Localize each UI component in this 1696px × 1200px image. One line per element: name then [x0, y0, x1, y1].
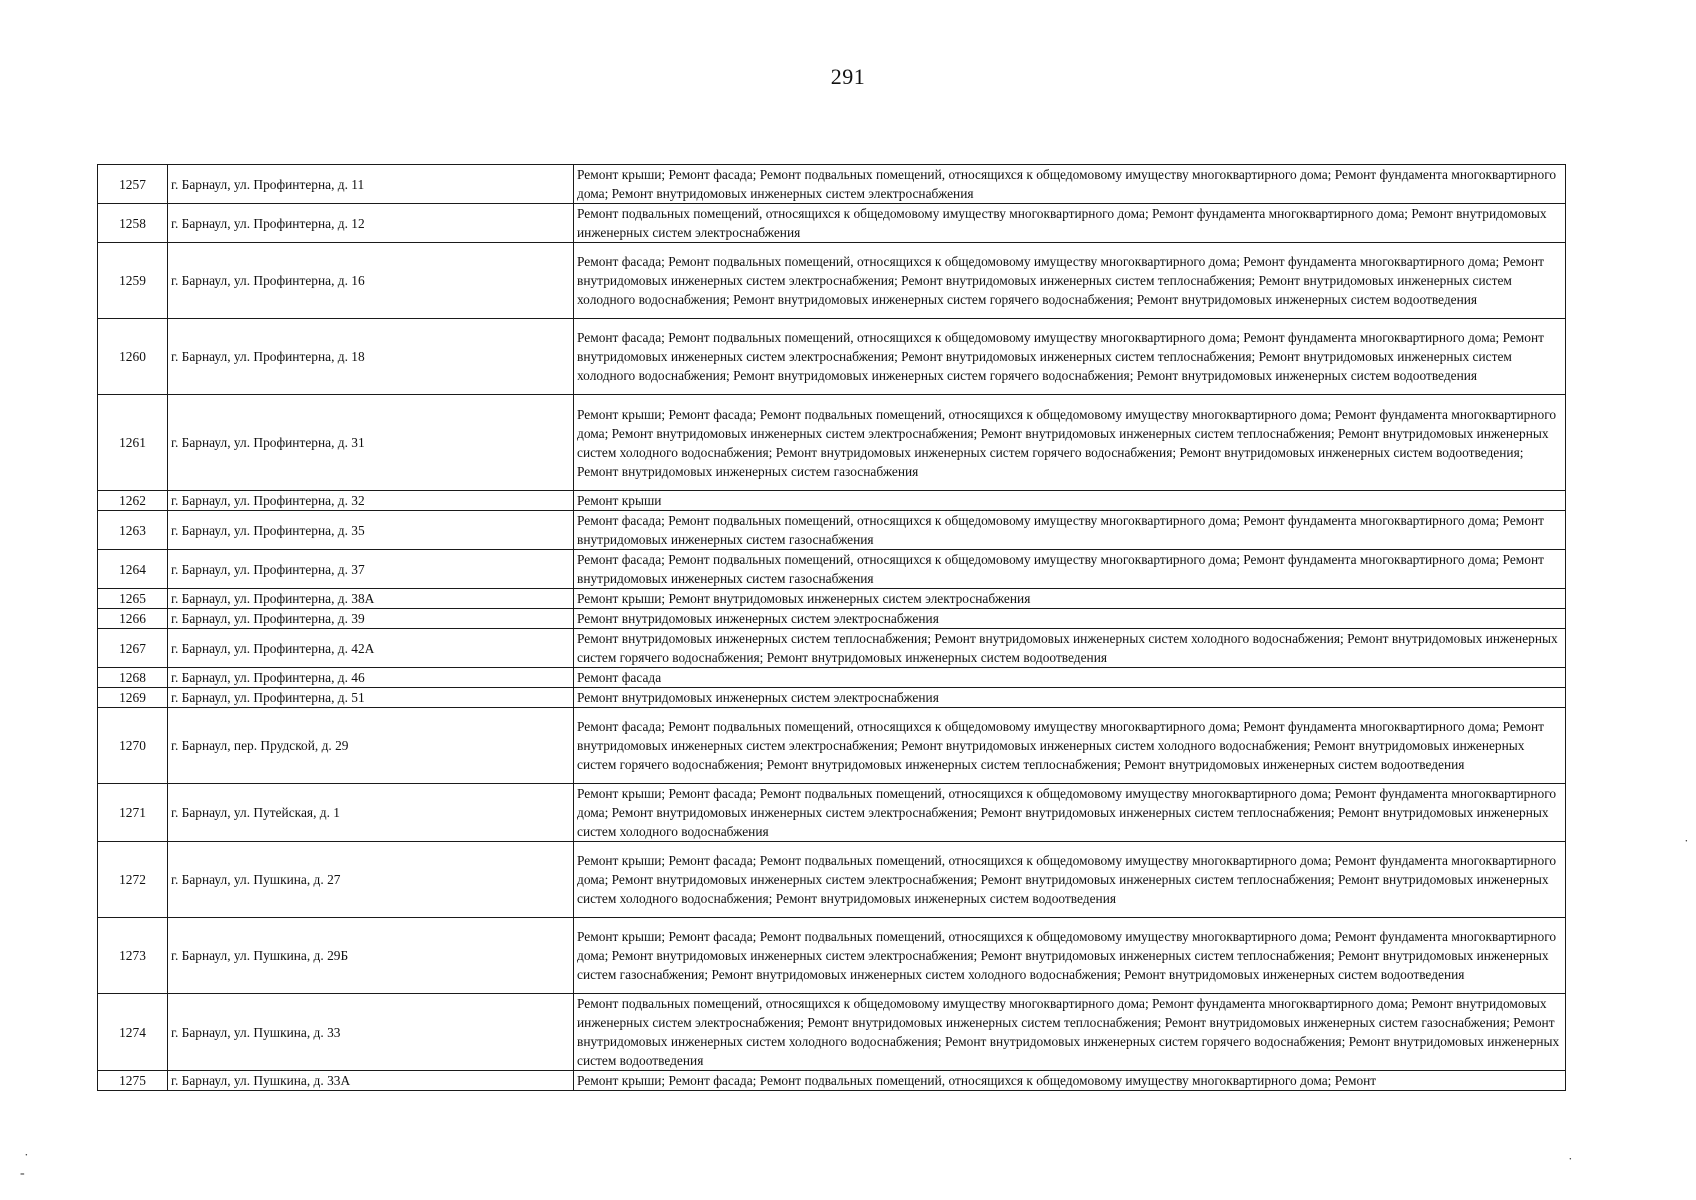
row-address: г. Барнаул, ул. Пушкина, д. 29Б: [168, 918, 574, 994]
row-number: 1258: [98, 204, 168, 243]
row-number: 1264: [98, 550, 168, 589]
table-row: [98, 918, 1566, 994]
row-address: г. Барнаул, ул. Пушкина, д. 33А: [168, 1071, 574, 1091]
table-row: [98, 1071, 1566, 1091]
row-works: Ремонт фасада; Ремонт подвальных помещений, относящихся к общедомовому имуществу многоквартирного дома; Ремонт фундамента многоквартирного дома; Ремонт внутридомовых инженерных систем газоснабжения: [574, 550, 1566, 589]
row-number: 1265: [98, 589, 168, 609]
row-works: Ремонт внутридомовых инженерных систем теплоснабжения; Ремонт внутридомовых инженерных систем холодного водоснабжения; Ремонт внутридомовых инженерных систем горячего водоснабжения; Ремонт внутридомовых инженерных систем водоотведения: [574, 629, 1566, 668]
row-address: г. Барнаул, ул. Профинтерна, д. 38А: [168, 589, 574, 609]
row-number: 1271: [98, 784, 168, 842]
row-number: 1266: [98, 609, 168, 629]
table-body: [98, 165, 1566, 1091]
row-works: Ремонт фасада: [574, 668, 1566, 688]
row-address: г. Барнаул, ул. Профинтерна, д. 39: [168, 609, 574, 629]
scan-speck: ˙: [24, 1152, 29, 1167]
row-address: г. Барнаул, ул. Путейская, д. 1: [168, 784, 574, 842]
row-number: 1261: [98, 395, 168, 491]
row-address: г. Барнаул, ул. Профинтерна, д. 12: [168, 204, 574, 243]
table-row: [98, 609, 1566, 629]
row-number: 1257: [98, 165, 168, 204]
row-address: г. Барнаул, ул. Профинтерна, д. 31: [168, 395, 574, 491]
row-number: 1262: [98, 491, 168, 511]
row-works: Ремонт крыши; Ремонт внутридомовых инженерных систем электроснабжения: [574, 589, 1566, 609]
row-address: г. Барнаул, ул. Профинтерна, д. 51: [168, 688, 574, 708]
row-number: 1268: [98, 668, 168, 688]
table-row: [98, 165, 1566, 204]
row-works: Ремонт внутридомовых инженерных систем электроснабжения: [574, 609, 1566, 629]
table-row: [98, 589, 1566, 609]
table-row: [98, 395, 1566, 491]
scan-speck: ˙: [1568, 1156, 1573, 1171]
scan-speck: -: [20, 1166, 25, 1181]
row-works: Ремонт крыши; Ремонт фасада; Ремонт подвальных помещений, относящихся к общедомовому имуществу многоквартирного дома; Ремонт фундамента многоквартирного дома; Ремонт внутридомовых инженерных систем электроснабжения; Ремонт внутридомовых инженерных систем теплоснабжения; Ремонт внутридомовых инженерных систем холодного водоснабжения: [574, 784, 1566, 842]
row-works: Ремонт внутридомовых инженерных систем электроснабжения: [574, 688, 1566, 708]
row-number: 1272: [98, 842, 168, 918]
row-works: Ремонт крыши; Ремонт фасада; Ремонт подвальных помещений, относящихся к общедомовому имуществу многоквартирного дома; Ремонт: [574, 1071, 1566, 1091]
row-address: г. Барнаул, ул. Пушкина, д. 33: [168, 994, 574, 1071]
row-works: Ремонт фасада; Ремонт подвальных помещений, относящихся к общедомовому имуществу многоквартирного дома; Ремонт фундамента многоквартирного дома; Ремонт внутридомовых инженерных систем электроснабжения; Ремонт внутридомовых инженерных систем теплоснабжения; Ремонт внутридомовых инженерных систем холодного водоснабжения; Ремонт внутридомовых инженерных систем горячего водоснабжения; Ремонт внутридомовых инженерных систем водоотведения: [574, 319, 1566, 395]
row-address: г. Барнаул, ул. Профинтерна, д. 32: [168, 491, 574, 511]
row-address: г. Барнаул, ул. Профинтерна, д. 37: [168, 550, 574, 589]
table-row: [98, 784, 1566, 842]
repair-register-table: [97, 164, 1566, 1091]
row-works: Ремонт крыши; Ремонт фасада; Ремонт подвальных помещений, относящихся к общедомовому имуществу многоквартирного дома; Ремонт фундамента многоквартирного дома; Ремонт внутридомовых инженерных систем электроснабжения; Ремонт внутридомовых инженерных систем теплоснабжения; Ремонт внутридомовых инженерных систем холодного водоснабжения; Ремонт внутридомовых инженерных систем водоотведения: [574, 842, 1566, 918]
scan-speck: ˙: [1684, 838, 1689, 853]
row-works: Ремонт фасада; Ремонт подвальных помещений, относящихся к общедомовому имуществу многоквартирного дома; Ремонт фундамента многоквартирного дома; Ремонт внутридомовых инженерных систем газоснабжения: [574, 511, 1566, 550]
row-works: Ремонт фасада; Ремонт подвальных помещений, относящихся к общедомовому имуществу многоквартирного дома; Ремонт фундамента многоквартирного дома; Ремонт внутридомовых инженерных систем электроснабжения; Ремонт внутридомовых инженерных систем холодного водоснабжения; Ремонт внутридомовых инженерных систем горячего водоснабжения; Ремонт внутридомовых инженерных систем теплоснабжения; Ремонт внутридомовых инженерных систем водоотведения: [574, 708, 1566, 784]
row-number: 1259: [98, 243, 168, 319]
row-number: 1269: [98, 688, 168, 708]
row-number: 1260: [98, 319, 168, 395]
table-row: [98, 708, 1566, 784]
row-number: 1263: [98, 511, 168, 550]
table-row: [98, 550, 1566, 589]
row-address: г. Барнаул, ул. Профинтерна, д. 11: [168, 165, 574, 204]
table-row: [98, 688, 1566, 708]
row-number: 1270: [98, 708, 168, 784]
row-address: г. Барнаул, ул. Пушкина, д. 27: [168, 842, 574, 918]
table-row: [98, 243, 1566, 319]
table-row: [98, 491, 1566, 511]
row-works: Ремонт подвальных помещений, относящихся к общедомовому имуществу многоквартирного дома; Ремонт фундамента многоквартирного дома; Ремонт внутридомовых инженерных систем электроснабжения: [574, 204, 1566, 243]
row-address: г. Барнаул, пер. Прудской, д. 29: [168, 708, 574, 784]
row-works: Ремонт подвальных помещений, относящихся к общедомовому имуществу многоквартирного дома; Ремонт фундамента многоквартирного дома; Ремонт внутридомовых инженерных систем электроснабжения; Ремонт внутридомовых инженерных систем теплоснабжения; Ремонт внутридомовых инженерных систем газоснабжения; Ремонт внутридомовых инженерных систем холодного водоснабжения; Ремонт внутридомовых инженерных систем горячего водоснабжения; Ремонт внутридомовых инженерных систем водоотведения: [574, 994, 1566, 1071]
row-address: г. Барнаул, ул. Профинтерна, д. 46: [168, 668, 574, 688]
row-number: 1273: [98, 918, 168, 994]
row-works: Ремонт крыши; Ремонт фасада; Ремонт подвальных помещений, относящихся к общедомовому имуществу многоквартирного дома; Ремонт фундамента многоквартирного дома; Ремонт внутридомовых инженерных систем электроснабжения: [574, 165, 1566, 204]
row-number: 1267: [98, 629, 168, 668]
table-row: [98, 511, 1566, 550]
row-works: Ремонт фасада; Ремонт подвальных помещений, относящихся к общедомовому имуществу многоквартирного дома; Ремонт фундамента многоквартирного дома; Ремонт внутридомовых инженерных систем электроснабжения; Ремонт внутридомовых инженерных систем теплоснабжения; Ремонт внутридомовых инженерных систем холодного водоснабжения; Ремонт внутридомовых инженерных систем горячего водоснабжения; Ремонт внутридомовых инженерных систем водоотведения: [574, 243, 1566, 319]
row-works: Ремонт крыши; Ремонт фасада; Ремонт подвальных помещений, относящихся к общедомовому имуществу многоквартирного дома; Ремонт фундамента многоквартирного дома; Ремонт внутридомовых инженерных систем электроснабжения; Ремонт внутридомовых инженерных систем теплоснабжения; Ремонт внутридомовых инженерных систем холодного водоснабжения; Ремонт внутридомовых инженерных систем горячего водоснабжения; Ремонт внутридомовых инженерных систем водоотведения; Ремонт внутридомовых инженерных систем газоснабжения: [574, 395, 1566, 491]
row-address: г. Барнаул, ул. Профинтерна, д. 18: [168, 319, 574, 395]
table-row: [98, 668, 1566, 688]
page-number: 291: [830, 64, 866, 89]
table-row: [98, 204, 1566, 243]
table-row: [98, 319, 1566, 395]
row-number: 1275: [98, 1071, 168, 1091]
row-address: г. Барнаул, ул. Профинтерна, д. 16: [168, 243, 574, 319]
row-works: Ремонт крыши: [574, 491, 1566, 511]
table-row: [98, 629, 1566, 668]
table-row: [98, 994, 1566, 1071]
row-address: г. Барнаул, ул. Профинтерна, д. 42А: [168, 629, 574, 668]
row-number: 1274: [98, 994, 168, 1071]
table-row: [98, 842, 1566, 918]
row-address: г. Барнаул, ул. Профинтерна, д. 35: [168, 511, 574, 550]
row-works: Ремонт крыши; Ремонт фасада; Ремонт подвальных помещений, относящихся к общедомовому имуществу многоквартирного дома; Ремонт фундамента многоквартирного дома; Ремонт внутридомовых инженерных систем электроснабжения; Ремонт внутридомовых инженерных систем теплоснабжения; Ремонт внутридомовых инженерных систем газоснабжения; Ремонт внутридомовых инженерных систем холодного водоснабжения; Ремонт внутридомовых инженерных систем водоотведения: [574, 918, 1566, 994]
